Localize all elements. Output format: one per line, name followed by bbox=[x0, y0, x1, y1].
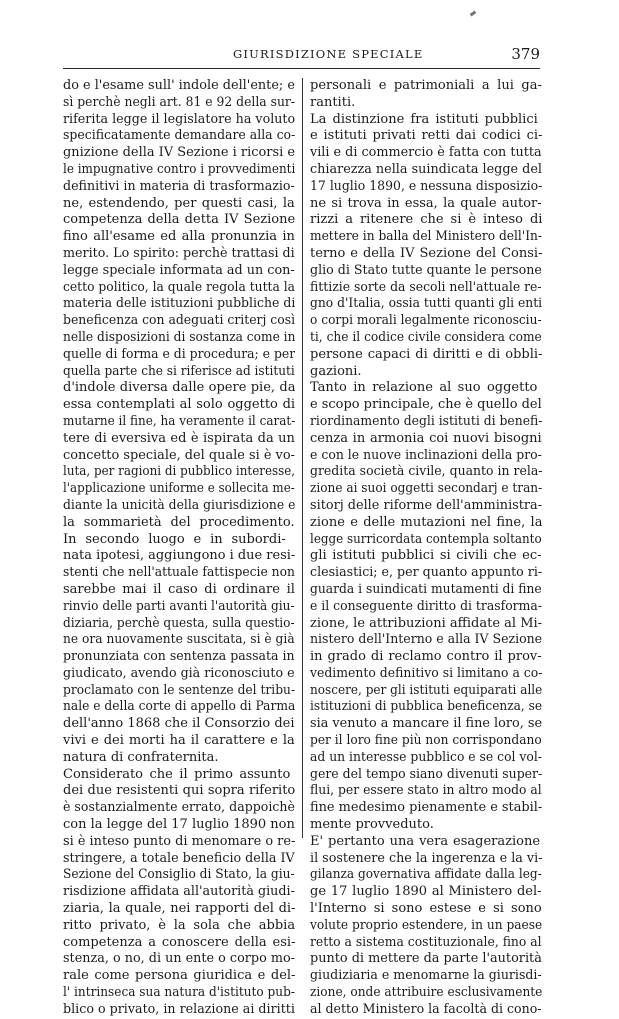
text-line-content: istituzioni di pubblica beneficenza, se bbox=[310, 699, 542, 715]
text-line-content: è sostanzialmente errato, dappoichè bbox=[63, 800, 295, 816]
text-line-content: diziaria, perchè questa, sulla questio- bbox=[63, 615, 295, 631]
text-line-content: gno d'Italia, ossia tutti quanti gli enti bbox=[310, 296, 542, 312]
text-line bbox=[310, 834, 542, 851]
text-line bbox=[63, 666, 295, 683]
text-line-content: risdizione affidata all'autorità giudi- bbox=[63, 884, 295, 900]
text-line bbox=[310, 582, 542, 599]
text-line-content: specificatamente demandare alla co- bbox=[63, 128, 295, 144]
text-line bbox=[63, 884, 295, 901]
text-line-content: l' intrinseca sua natura d'istituto pub- bbox=[63, 985, 295, 1001]
text-line-content: cetto politico, la quale regola tutta la bbox=[63, 279, 295, 295]
text-line-content: gere del tempo siano divenuti super- bbox=[310, 766, 542, 782]
text-line bbox=[310, 716, 542, 733]
running-title: GIURISDIZIONE SPECIALE bbox=[233, 47, 424, 61]
text-line bbox=[310, 347, 542, 364]
text-line bbox=[63, 229, 295, 246]
text-line bbox=[310, 212, 542, 229]
text-line bbox=[310, 867, 542, 884]
text-line bbox=[63, 985, 295, 1002]
text-line-content: sì perchè negli art. 81 e 92 della sur- bbox=[63, 94, 295, 110]
text-line bbox=[63, 431, 295, 448]
text-line bbox=[310, 532, 542, 549]
text-line-content: flui, per essere stato in altro modo al bbox=[310, 783, 542, 799]
text-line bbox=[63, 599, 295, 616]
text-line-content: La distinzione fra istituti pubblici bbox=[310, 111, 538, 127]
text-line-content: concetto speciale, del quale si è vo- bbox=[63, 447, 295, 463]
text-line-content: 17 luglio 1890, e nessuna disposizio- bbox=[310, 178, 542, 194]
text-line bbox=[310, 481, 542, 498]
text-line bbox=[63, 699, 295, 716]
right-column bbox=[310, 78, 542, 1019]
text-line bbox=[63, 632, 295, 649]
text-line-content: noscere, per gli istituti equiparati alle bbox=[310, 682, 542, 698]
text-line-content: pronunziata con sentenza passata in bbox=[63, 649, 295, 665]
text-line-content: luta, per ragioni di pubblico interesse, bbox=[63, 464, 295, 480]
text-line-content: materia delle istituzioni pubbliche di bbox=[63, 296, 295, 312]
text-line bbox=[63, 968, 295, 985]
text-line-content: mettere in balla del Ministero dell'In- bbox=[310, 229, 542, 245]
text-line bbox=[63, 296, 295, 313]
text-line bbox=[63, 128, 295, 145]
text-line-content: zione, le attribuzioni affidate al Mi- bbox=[310, 615, 542, 631]
text-line bbox=[63, 582, 295, 599]
text-line-content: e istituti privati retti dai codici ci- bbox=[310, 128, 542, 144]
text-line bbox=[63, 851, 295, 868]
text-line bbox=[63, 313, 295, 330]
text-line bbox=[310, 884, 542, 901]
text-line-content: d'indole diversa dalle opere pie, da bbox=[63, 380, 295, 396]
text-line bbox=[310, 229, 542, 246]
text-line-content: sitorj delle riforme dell'amministra- bbox=[310, 497, 542, 513]
text-line bbox=[63, 162, 295, 179]
text-line-content: ge 17 luglio 1890 al Ministero del- bbox=[310, 884, 542, 900]
text-line bbox=[310, 162, 542, 179]
text-line-content: nistero dell'Interno e alla IV Sezione bbox=[310, 632, 542, 648]
text-line-content: gazioni. bbox=[310, 363, 362, 379]
text-line bbox=[310, 800, 542, 817]
text-line-content: e il conseguente diritto di trasforma- bbox=[310, 598, 542, 614]
text-line bbox=[310, 817, 542, 834]
text-line bbox=[310, 196, 542, 213]
text-line bbox=[310, 699, 542, 716]
text-line-content: merito. Lo spirito: perchè trattasi di bbox=[63, 245, 295, 261]
text-line bbox=[63, 951, 295, 968]
text-line-content: ne ora nuovamente suscitata, si è già bbox=[63, 632, 295, 648]
text-line-content: gnizione della IV Sezione i ricorsi e bbox=[63, 145, 295, 161]
text-line bbox=[63, 95, 295, 112]
text-line bbox=[63, 1002, 295, 1019]
text-line bbox=[63, 347, 295, 364]
text-line bbox=[63, 935, 295, 952]
text-line bbox=[63, 464, 295, 481]
text-line-content: natura di confraternita. bbox=[63, 749, 219, 765]
text-line bbox=[63, 683, 295, 700]
column-divider bbox=[302, 78, 303, 838]
text-line bbox=[310, 851, 542, 868]
text-line-content: al detto Ministero la facoltà di cono- bbox=[310, 1001, 542, 1017]
text-line-content: zione e delle mutazioni nel fine, la bbox=[310, 514, 542, 530]
text-line bbox=[310, 448, 542, 465]
running-header bbox=[63, 47, 540, 69]
text-line bbox=[63, 397, 295, 414]
text-line bbox=[310, 901, 542, 918]
text-line bbox=[310, 498, 542, 515]
text-line-content: l'Interno si sono estese e si sono bbox=[310, 901, 542, 917]
text-line-content: le impugnative contro i provvedimenti bbox=[63, 161, 295, 177]
text-line-content: legge surricordata contempla soltanto bbox=[310, 531, 542, 547]
text-line-content: dell'anno 1868 che il Consorzio dei bbox=[63, 716, 295, 732]
text-line bbox=[310, 918, 542, 935]
text-line-content: legge speciale informata ad un con- bbox=[63, 262, 295, 278]
text-line bbox=[63, 901, 295, 918]
text-line bbox=[63, 498, 295, 515]
text-line-content: mente provveduto. bbox=[310, 817, 434, 833]
text-line bbox=[63, 716, 295, 733]
text-line-content: vili e di commercio è fatta con tutta bbox=[310, 145, 542, 161]
text-line-content: In secondo luogo e in subordi- bbox=[63, 531, 286, 547]
text-line-content: Sezione del Consiglio di Stato, la giu- bbox=[63, 867, 295, 883]
text-line bbox=[63, 414, 295, 431]
text-line-content: quella parte che si riferisce ad istituti bbox=[63, 363, 295, 379]
text-line-content: ziaria, la quale, nei rapporti del di- bbox=[63, 901, 295, 917]
text-line-content: stenza, o no, di un ente o corpo mo- bbox=[63, 951, 295, 967]
text-line bbox=[63, 616, 295, 633]
text-line-content: chiarezza nella suindicata legge del bbox=[310, 161, 542, 177]
text-line bbox=[63, 448, 295, 465]
text-line bbox=[63, 515, 295, 532]
text-line bbox=[63, 750, 295, 767]
text-line bbox=[310, 296, 542, 313]
left-column bbox=[63, 78, 295, 1019]
text-line bbox=[310, 95, 542, 112]
text-line bbox=[63, 733, 295, 750]
text-line-content: gli istituti pubblici si civili che ec- bbox=[310, 548, 542, 564]
text-line-content: ti, che il codice civile considera come bbox=[310, 329, 542, 345]
text-line-content: riferita legge il legislatore ha voluto bbox=[63, 111, 295, 127]
text-line bbox=[310, 263, 542, 280]
text-line bbox=[310, 414, 542, 431]
header-rule bbox=[63, 68, 540, 69]
text-line bbox=[63, 767, 295, 784]
ink-mark bbox=[470, 11, 477, 17]
text-line bbox=[310, 565, 542, 582]
text-line bbox=[63, 78, 295, 95]
text-line bbox=[310, 632, 542, 649]
text-line bbox=[310, 616, 542, 633]
text-line bbox=[63, 330, 295, 347]
text-line-content: fino all'esame ed alla pronunzia in bbox=[63, 229, 295, 245]
text-line-content: glio di Stato tutte quante le persone bbox=[310, 262, 542, 278]
text-line bbox=[310, 968, 542, 985]
text-line-content: l'applicazione uniforme e sollecita me- bbox=[63, 481, 295, 497]
text-line bbox=[310, 649, 542, 666]
text-line bbox=[310, 767, 542, 784]
text-line bbox=[63, 783, 295, 800]
text-line bbox=[310, 246, 542, 263]
text-line-content: dei due resistenti qui sopra riferito bbox=[63, 783, 295, 799]
text-line-content: mutarne il fine, ha veramente il carat- bbox=[63, 413, 295, 429]
text-line-content: sia venuto a mancare il fine loro, se bbox=[310, 716, 542, 732]
text-line-content: e con le nuove inclinazioni della pro- bbox=[310, 447, 542, 463]
text-line-content: stenti che nell'attuale fattispecie non bbox=[63, 565, 295, 581]
text-line bbox=[63, 834, 295, 851]
text-line-content: con la legge del 17 luglio 1890 non bbox=[63, 817, 295, 833]
text-line-content: nelle disposizioni di sostanza come in bbox=[63, 329, 295, 345]
text-line bbox=[63, 649, 295, 666]
text-line-content: rantiti. bbox=[310, 94, 356, 110]
text-line-content: giudiziaria e menomarne la giurisdi- bbox=[310, 968, 542, 984]
text-line-content: per il loro fine più non corrispondano bbox=[310, 733, 542, 749]
text-line bbox=[63, 280, 295, 297]
text-line bbox=[63, 112, 295, 129]
text-line-content: gredita società civile, quanto in rela- bbox=[310, 464, 542, 480]
text-line bbox=[310, 666, 542, 683]
text-line-content: competenza della detta IV Sezione bbox=[63, 212, 295, 228]
text-line-content: terno e della IV Sezione del Consi- bbox=[310, 245, 542, 261]
text-line bbox=[310, 935, 542, 952]
text-line bbox=[63, 246, 295, 263]
text-line bbox=[63, 364, 295, 381]
text-line-content: fine medesimo pienamente e stabil- bbox=[310, 800, 542, 816]
text-line-content: giudicato, avendo già riconosciuto e bbox=[63, 665, 295, 681]
text-line-content: in grado di reclamo contro il prov- bbox=[310, 649, 542, 665]
text-line-content: e scopo principale, che è quello del bbox=[310, 397, 542, 413]
text-line bbox=[310, 599, 542, 616]
text-line bbox=[310, 733, 542, 750]
text-line bbox=[310, 515, 542, 532]
text-line bbox=[310, 548, 542, 565]
text-line-content: vedimento definitivo si limitano a co- bbox=[310, 665, 542, 681]
text-line bbox=[310, 951, 542, 968]
text-line-content: definitivi in materia di trasformazio- bbox=[63, 178, 295, 194]
text-line-content: sarebbe mai il caso di ordinare il bbox=[63, 581, 295, 597]
text-line bbox=[310, 683, 542, 700]
text-line-content: stringere, a totale beneficio della IV bbox=[63, 850, 295, 866]
text-line-content: cenza in armonia coi nuovi bisogni bbox=[310, 430, 542, 446]
text-line bbox=[63, 800, 295, 817]
text-line bbox=[310, 464, 542, 481]
text-line-content: persone capaci di diritti e di obbli- bbox=[310, 346, 542, 362]
page-number: 379 bbox=[511, 45, 540, 63]
text-line bbox=[310, 750, 542, 767]
text-line bbox=[63, 481, 295, 498]
text-line-content: zione ai suoi oggetti secondarj e tran- bbox=[310, 481, 542, 497]
text-line bbox=[310, 112, 542, 129]
text-line bbox=[63, 548, 295, 565]
text-line-content: il sostenere che la ingerenza e la vi- bbox=[310, 850, 542, 866]
text-line bbox=[310, 364, 542, 381]
text-line bbox=[310, 280, 542, 297]
text-line-content: punto di mettere da parte l'autorità bbox=[310, 951, 542, 967]
text-line-content: competenza a conoscere della esi- bbox=[63, 934, 295, 950]
text-line-content: retto a sistema costituzionale, fino al bbox=[310, 934, 542, 950]
text-line-content: rale come persona giuridica e del- bbox=[63, 968, 295, 984]
text-line-content: gilanza governativa affidate dalla leg- bbox=[310, 867, 542, 883]
text-line-content: Considerato che il primo assunto bbox=[63, 766, 291, 782]
text-line-content: tere di eversiva ed è ispirata da un bbox=[63, 430, 295, 446]
text-line-content: ne, estendendo, per questi casi, la bbox=[63, 195, 295, 211]
text-line-content: E' pertanto una vera esagerazione bbox=[310, 833, 541, 849]
text-line bbox=[310, 380, 542, 397]
text-line bbox=[310, 330, 542, 347]
text-line bbox=[310, 985, 542, 1002]
text-line-content: o corpi morali legalmente riconosciu- bbox=[310, 313, 542, 329]
text-line bbox=[310, 431, 542, 448]
text-line-content: vivi e dei morti ha il carattere e la bbox=[63, 733, 295, 749]
text-line-content: do e l'esame sull' indole dell'ente; e bbox=[63, 78, 295, 93]
text-line-content: essa contemplati al solo oggetto di bbox=[63, 397, 295, 413]
text-line-content: ritto privato, è la sola che abbia bbox=[63, 917, 295, 933]
text-line-content: ad un interesse pubblico e se col vol- bbox=[310, 749, 542, 765]
text-line bbox=[63, 212, 295, 229]
text-line bbox=[63, 532, 295, 549]
text-line bbox=[63, 196, 295, 213]
text-line bbox=[63, 380, 295, 397]
text-line-content: zione, onde attribuire esclusivamente bbox=[310, 985, 542, 1001]
text-line bbox=[310, 128, 542, 145]
text-line bbox=[63, 179, 295, 196]
text-line-content: diante la unicità della giurisdizione e bbox=[63, 497, 295, 513]
text-line-content: quelle di forma e di procedura; e per bbox=[63, 346, 295, 362]
text-line bbox=[310, 179, 542, 196]
text-line bbox=[63, 817, 295, 834]
text-line bbox=[63, 918, 295, 935]
text-line-content: rizzi a ritenere che si è inteso di bbox=[310, 212, 542, 228]
text-line-content: personali e patrimoniali a lui ga- bbox=[310, 78, 542, 93]
text-line bbox=[310, 783, 542, 800]
text-line bbox=[63, 145, 295, 162]
text-line-content: fittizie sorte da secoli nell'attuale re- bbox=[310, 279, 542, 295]
text-line-content: ne si trova in essa, la quale autor- bbox=[310, 195, 542, 211]
text-line-content: beneficenza con adeguati criterj così bbox=[63, 313, 295, 329]
text-line-content: proclamato con le sentenze del tribu- bbox=[63, 682, 295, 698]
text-line-content: si è inteso punto di menomare o re- bbox=[63, 833, 295, 849]
text-line bbox=[310, 313, 542, 330]
text-line-content: nata ipotesi, aggiungono i due resi- bbox=[63, 548, 295, 564]
text-line bbox=[63, 565, 295, 582]
text-line-content: la sommarietà del procedimento. bbox=[63, 514, 295, 530]
text-line-content: blico o privato, in relazione ai diritti bbox=[63, 1001, 295, 1017]
text-line-content: nale e della corte di appello di Parma bbox=[63, 699, 295, 715]
text-line-content: riordinamento degli istituti di benefi- bbox=[310, 413, 542, 429]
text-line bbox=[310, 145, 542, 162]
text-line-content: Tanto in relazione al suo oggetto bbox=[310, 380, 538, 396]
text-line bbox=[63, 263, 295, 280]
text-line bbox=[310, 397, 542, 414]
text-line-content: clesiastici; e, per quanto appunto ri- bbox=[310, 565, 542, 581]
text-line bbox=[310, 1002, 542, 1019]
text-line-content: volute proprio estendere, in un paese bbox=[310, 917, 542, 933]
text-line bbox=[63, 867, 295, 884]
text-line-content: guarda i suindicati mutamenti di fine bbox=[310, 581, 542, 597]
text-line-content: rinvio delle parti avanti l'autorità giu- bbox=[63, 598, 295, 614]
text-line bbox=[310, 78, 542, 95]
